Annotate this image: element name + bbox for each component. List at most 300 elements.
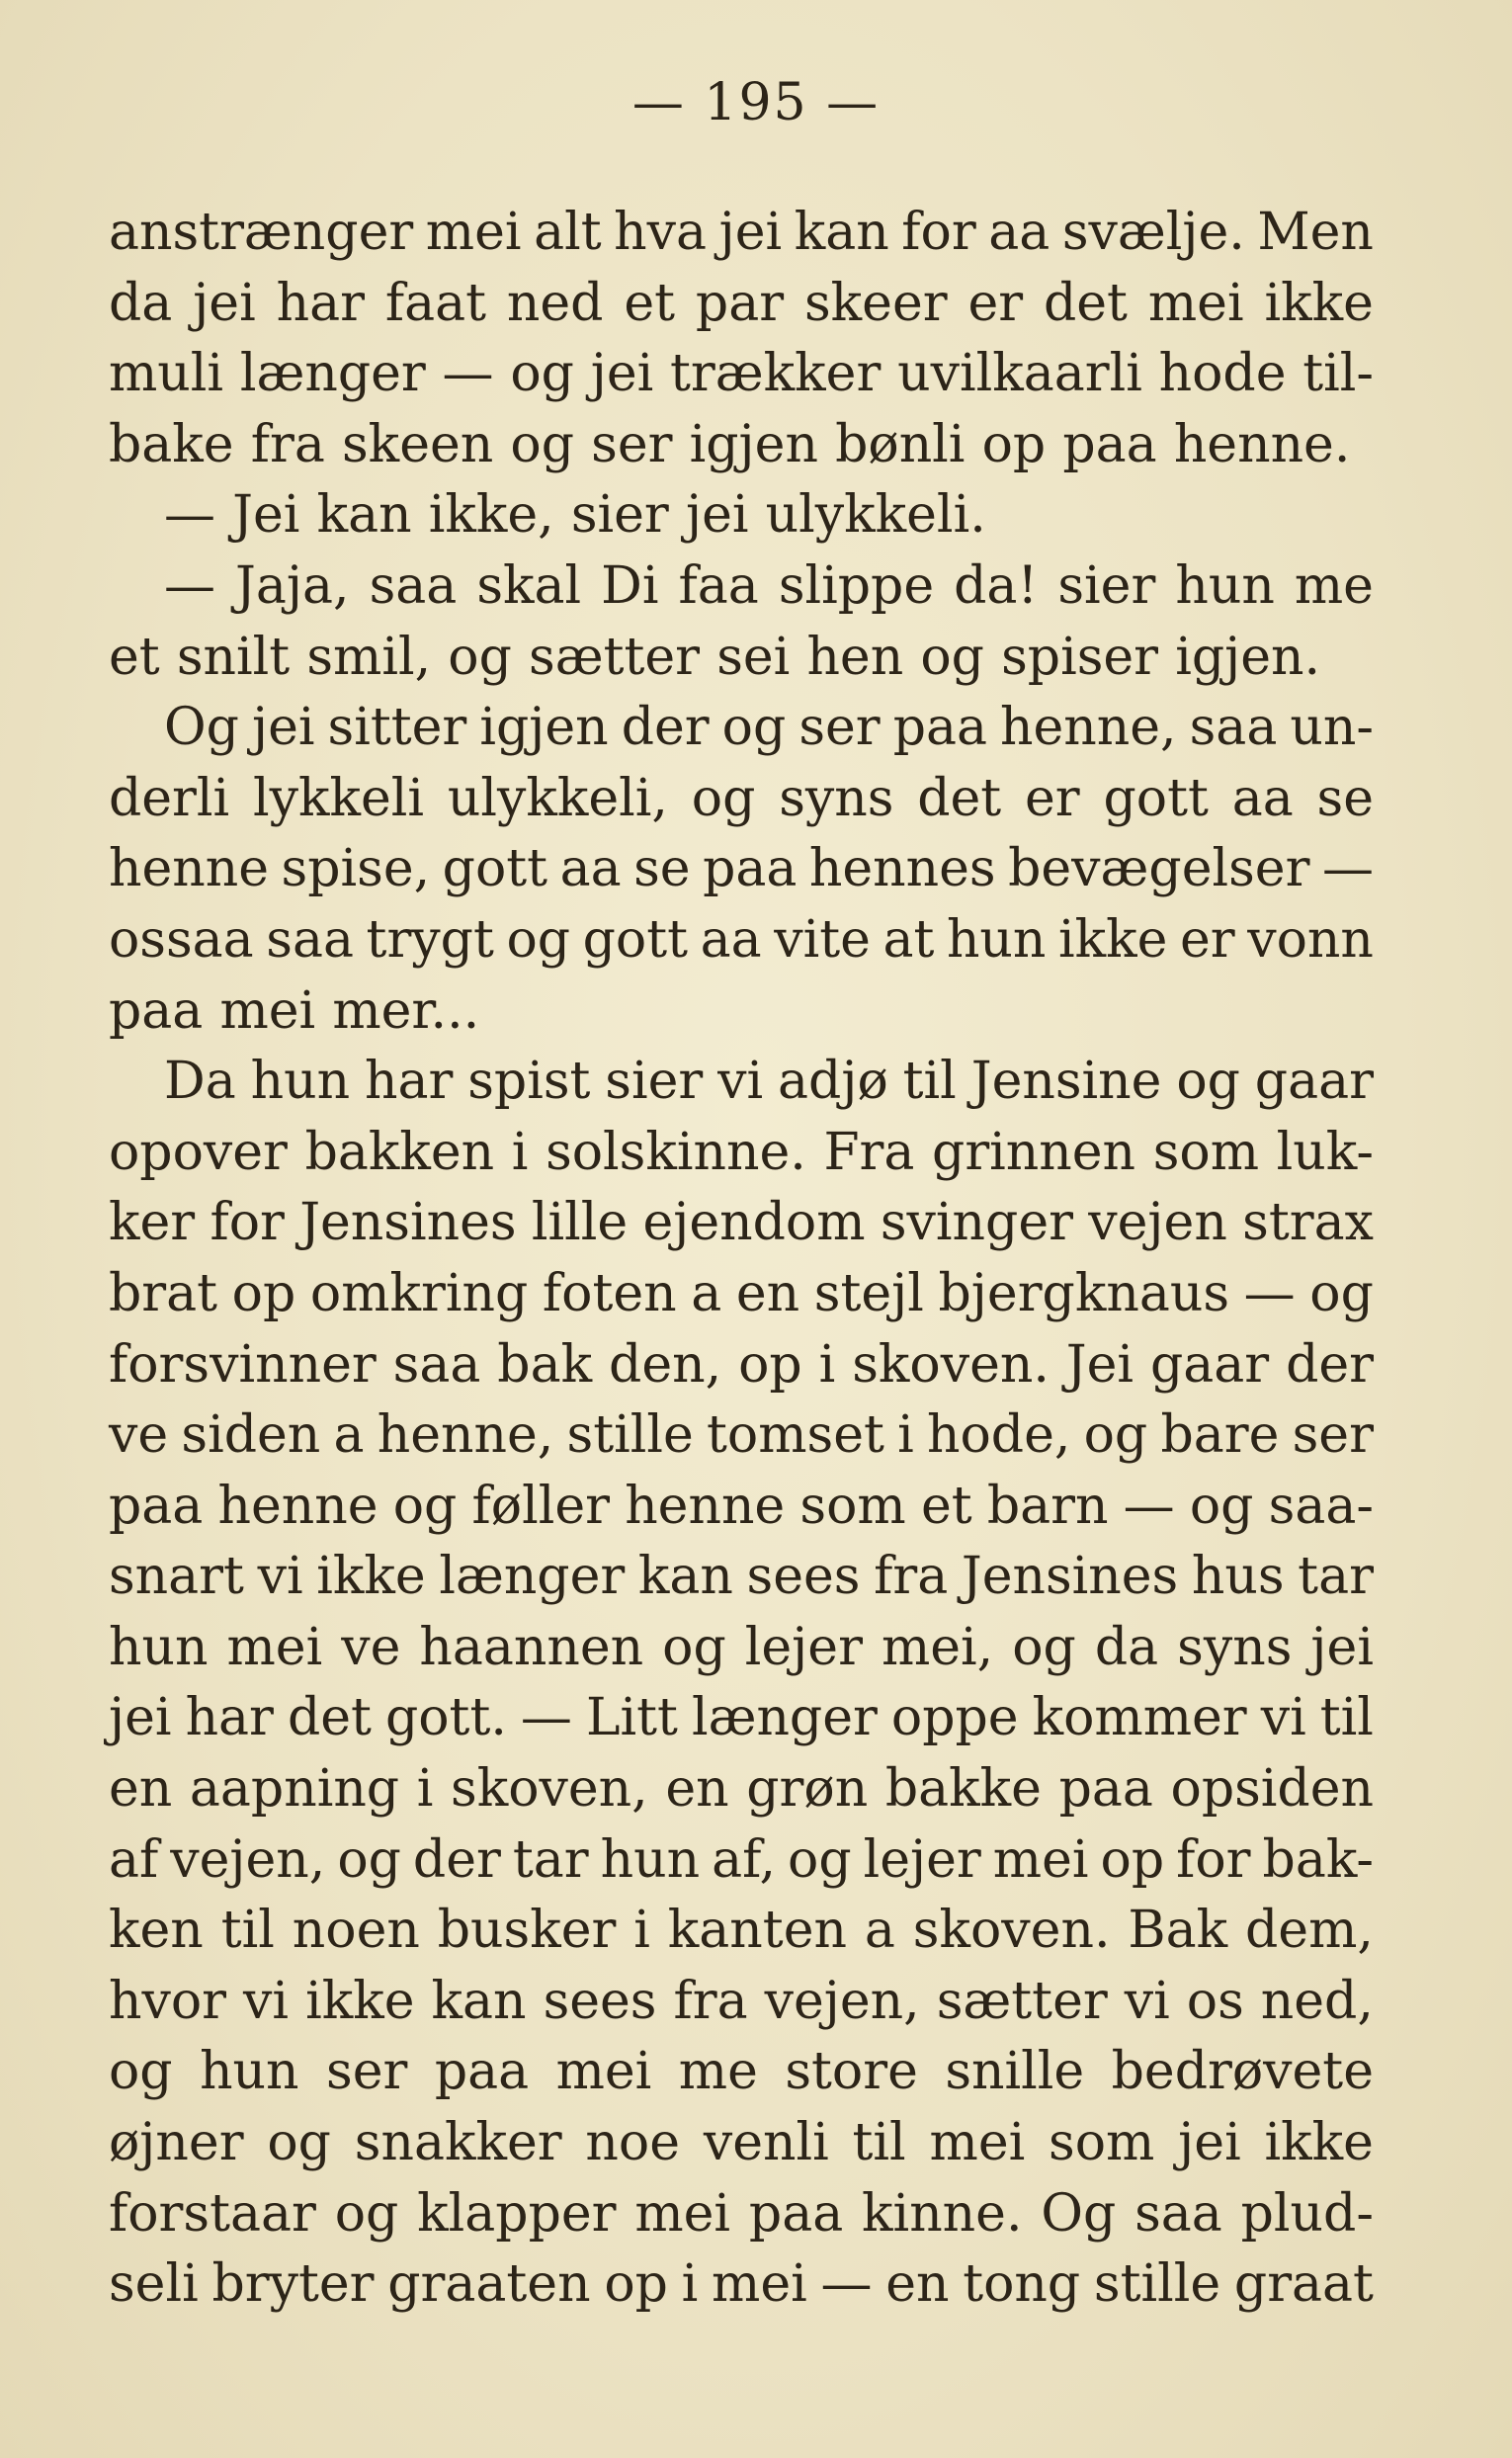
word: trækker xyxy=(670,344,882,404)
word: til xyxy=(220,1901,275,1961)
text-line xyxy=(109,1542,1374,1613)
word: seli xyxy=(109,2254,199,2315)
word: kanten xyxy=(667,1901,847,1961)
word: som xyxy=(1152,1122,1260,1182)
word: mei xyxy=(226,1617,323,1677)
word: dem, xyxy=(1245,1901,1374,1961)
word: a xyxy=(864,1901,895,1961)
word: — xyxy=(1243,1263,1296,1323)
word: hvor xyxy=(109,1971,227,2031)
word: op xyxy=(981,414,1047,474)
word: som xyxy=(1049,2113,1155,2173)
word: bak- xyxy=(1262,1829,1374,1890)
word: se xyxy=(633,839,691,899)
word: klapper xyxy=(417,2183,617,2244)
word: Og xyxy=(1041,2183,1117,2244)
word: ve xyxy=(109,1405,169,1466)
word: aa xyxy=(700,909,762,970)
word: da! xyxy=(954,555,1039,616)
word: vi xyxy=(257,1547,303,1607)
word: kinne. xyxy=(862,2183,1023,2244)
word: mei, xyxy=(881,1617,994,1677)
word: svinger xyxy=(880,1193,1073,1253)
word: stille xyxy=(566,1405,694,1466)
word: vi xyxy=(717,1052,764,1112)
word: opsiden xyxy=(1170,1759,1374,1820)
word: i xyxy=(818,1334,836,1395)
word: den, xyxy=(609,1334,722,1395)
word: er xyxy=(967,273,1024,333)
word: syns xyxy=(1177,1617,1293,1677)
word: tong xyxy=(963,2254,1081,2315)
text-line xyxy=(109,623,1374,694)
text-line xyxy=(109,551,1374,623)
word: ikke xyxy=(316,1547,426,1607)
word: henne xyxy=(217,1476,378,1536)
word: un- xyxy=(1290,698,1374,758)
word: gaar xyxy=(1254,1052,1374,1112)
word: aa xyxy=(988,203,1050,262)
word: — xyxy=(442,344,494,404)
word: solskinne. xyxy=(546,1122,806,1182)
word: skeer xyxy=(803,273,948,333)
word: kommer xyxy=(1032,1688,1247,1748)
word: opover xyxy=(109,1122,288,1182)
word: ned xyxy=(506,273,604,333)
word: tomset xyxy=(707,1405,884,1466)
word: jei xyxy=(193,273,256,333)
text-line xyxy=(109,1188,1374,1259)
word: aa xyxy=(559,839,622,899)
word: og xyxy=(1309,1263,1374,1323)
word: se xyxy=(1316,768,1374,828)
word: Jensines xyxy=(299,1193,517,1253)
word: hun xyxy=(200,2042,299,2102)
word: længer xyxy=(691,1688,878,1748)
word: og xyxy=(1189,1476,1254,1536)
word: igjen xyxy=(689,414,818,474)
word: jei xyxy=(251,698,315,758)
word: — xyxy=(1321,839,1374,899)
word: Jei xyxy=(1065,1334,1134,1395)
word: hun xyxy=(109,1617,209,1677)
word: mei xyxy=(929,2113,1026,2173)
text-line xyxy=(109,1400,1374,1472)
word: der xyxy=(621,698,710,758)
word: hun xyxy=(1175,555,1275,616)
word: og xyxy=(334,2183,399,2244)
word: faa xyxy=(678,555,759,616)
word: skoven. xyxy=(912,1901,1111,1961)
word: hun xyxy=(600,1829,701,1890)
word: bønli xyxy=(835,414,966,474)
word: og xyxy=(506,909,571,970)
word: et xyxy=(624,273,676,333)
word: gott. xyxy=(384,1688,507,1748)
word: og xyxy=(920,627,984,687)
word: muli xyxy=(109,344,224,404)
word: spise, xyxy=(281,839,431,899)
word: føller xyxy=(471,1476,610,1536)
word: har xyxy=(364,1052,454,1112)
word: jei xyxy=(685,485,749,546)
word: Da xyxy=(164,1052,236,1112)
word: sei xyxy=(716,627,791,687)
word: tar xyxy=(512,1829,589,1890)
word: sier xyxy=(570,485,669,546)
text-line xyxy=(109,1683,1374,1754)
word: det xyxy=(917,768,1002,828)
word: op xyxy=(1100,1829,1165,1890)
word: aapning xyxy=(189,1759,400,1820)
word: paa xyxy=(892,698,987,758)
word: hun xyxy=(250,1052,351,1112)
word: jei xyxy=(1310,1617,1374,1677)
text-line xyxy=(109,1896,1374,1967)
word: ser xyxy=(591,414,673,474)
word: a xyxy=(333,1405,365,1466)
word: ossaa xyxy=(109,909,254,970)
word: jei xyxy=(718,203,783,262)
word: grinnen xyxy=(932,1122,1136,1182)
word: barn xyxy=(986,1476,1109,1536)
word: paa xyxy=(1062,414,1157,474)
word: paa xyxy=(1058,1759,1153,1820)
word: jei xyxy=(1178,2113,1241,2173)
word: busker xyxy=(437,1901,617,1961)
word: Litt xyxy=(585,1688,678,1748)
word: skal xyxy=(476,555,582,616)
word: kan xyxy=(316,485,412,546)
word: ulykkeli, xyxy=(447,768,668,828)
word: lykkeli xyxy=(253,768,425,828)
word: Og xyxy=(164,698,239,758)
body-text xyxy=(109,198,1374,2321)
text-line xyxy=(109,764,1374,835)
word: spist xyxy=(467,1052,591,1112)
word: der xyxy=(1286,1334,1374,1395)
word: mei xyxy=(425,203,522,262)
word: — xyxy=(520,1688,572,1748)
word: paa xyxy=(748,2183,844,2244)
word: fra xyxy=(250,414,325,474)
text-line xyxy=(109,2037,1374,2108)
word: paa xyxy=(109,980,204,1041)
word: bake xyxy=(109,414,234,474)
word: i xyxy=(633,1901,650,1961)
word: graaten xyxy=(387,2254,591,2315)
word: og xyxy=(510,344,574,404)
word: hva xyxy=(614,203,708,262)
text-line xyxy=(109,693,1374,764)
word: til xyxy=(902,1052,957,1112)
word: saa xyxy=(369,555,458,616)
word: en xyxy=(735,1263,800,1323)
text-line xyxy=(109,1118,1374,1189)
word: a xyxy=(691,1263,722,1323)
word: mei xyxy=(712,2254,807,2315)
word: sætter xyxy=(529,627,701,687)
word: gott xyxy=(582,909,689,970)
word: saa- xyxy=(1268,1476,1374,1536)
word: hus xyxy=(1191,1547,1285,1607)
word: henne, xyxy=(1000,698,1177,758)
word: der xyxy=(412,1829,501,1890)
word: ikke xyxy=(305,1971,415,2031)
word: paa xyxy=(703,839,798,899)
word: til xyxy=(1319,1688,1374,1748)
word: ikke xyxy=(1264,273,1374,333)
word: mer... xyxy=(332,980,480,1041)
word: og xyxy=(510,414,574,474)
word: op xyxy=(738,1334,802,1395)
word: ser xyxy=(326,2042,408,2102)
word: mei xyxy=(992,1829,1089,1890)
word: i xyxy=(681,2254,699,2315)
text-line xyxy=(109,2179,1374,2250)
word: henne, xyxy=(377,1405,554,1466)
word: plud- xyxy=(1240,2183,1374,2244)
word: os xyxy=(1186,1971,1244,2031)
word: snart xyxy=(109,1547,244,1607)
word: mei xyxy=(555,2042,652,2102)
word: alt xyxy=(534,203,602,262)
word: noe xyxy=(585,2113,680,2173)
word: gott xyxy=(442,839,548,899)
word: skoven, xyxy=(451,1759,648,1820)
text-line xyxy=(109,1613,1374,1684)
word: Jensine xyxy=(970,1052,1162,1112)
word: — xyxy=(164,485,215,546)
word: henne. xyxy=(1173,414,1351,474)
word: længer xyxy=(439,1547,626,1607)
word: me xyxy=(678,2042,758,2102)
word: fra xyxy=(673,1971,748,2031)
word: i xyxy=(416,1759,434,1820)
word: gott xyxy=(1103,768,1209,828)
word: ikke, xyxy=(428,485,554,546)
text-line xyxy=(109,1259,1374,1330)
word: luk- xyxy=(1276,1122,1374,1182)
word: bakken xyxy=(304,1122,495,1182)
word: jei xyxy=(109,1688,172,1748)
word: brat xyxy=(109,1263,218,1323)
text-line xyxy=(109,339,1374,410)
word: ker xyxy=(109,1193,196,1253)
text-line xyxy=(109,1967,1374,2038)
word: det xyxy=(287,1688,372,1748)
word: graat xyxy=(1233,2254,1374,2315)
word: Fra xyxy=(823,1122,915,1182)
word: for xyxy=(1176,1829,1251,1890)
word: hode, xyxy=(927,1405,1071,1466)
word: smil, xyxy=(306,627,432,687)
text-line xyxy=(109,834,1374,905)
text-line xyxy=(109,1825,1374,1897)
word: trygt xyxy=(366,909,494,970)
word: vite xyxy=(774,909,871,970)
word: en xyxy=(665,1759,729,1820)
text-line xyxy=(109,480,1374,551)
word: vejen, xyxy=(764,1971,920,2031)
word: da xyxy=(1094,1617,1159,1677)
word: hen xyxy=(806,627,904,687)
word: ve xyxy=(341,1617,401,1677)
word: bare xyxy=(1160,1405,1280,1466)
word: af xyxy=(109,1829,159,1890)
word: omkring xyxy=(309,1263,529,1323)
word: mei xyxy=(219,980,316,1041)
word: af, xyxy=(712,1829,777,1890)
word: — xyxy=(1123,1476,1175,1536)
word: i xyxy=(897,1405,914,1466)
word: Di xyxy=(601,555,659,616)
word: skoven. xyxy=(852,1334,1050,1395)
word: bjergknaus xyxy=(938,1263,1230,1323)
word: ikke xyxy=(1264,2113,1374,2173)
word: sitter xyxy=(327,698,467,758)
word: — xyxy=(820,2254,873,2315)
word: hode xyxy=(1158,344,1287,404)
word: me xyxy=(1294,555,1374,616)
word: derli xyxy=(109,768,230,828)
word: bryter xyxy=(211,2254,375,2315)
word: og xyxy=(691,768,756,828)
word: har xyxy=(276,273,365,333)
word: et xyxy=(920,1476,972,1536)
word: anstrænger xyxy=(109,203,414,262)
word: snakker xyxy=(354,2113,562,2173)
word: ned, xyxy=(1260,1971,1374,2031)
word: hun xyxy=(946,909,1047,970)
word: op xyxy=(231,1263,296,1323)
word: bakke xyxy=(884,1759,1042,1820)
text-line xyxy=(109,2108,1374,2179)
word: hennes xyxy=(808,839,996,899)
word: sier xyxy=(1057,555,1156,616)
word: henne xyxy=(625,1476,786,1536)
word: ser xyxy=(1292,1405,1374,1466)
word: saa xyxy=(1134,2183,1222,2244)
word: fra xyxy=(874,1547,949,1607)
word: ikke xyxy=(1058,909,1168,970)
word: igjen xyxy=(479,698,609,758)
word: forsvinner xyxy=(109,1334,377,1395)
word: tar xyxy=(1298,1547,1374,1607)
word: Men xyxy=(1257,203,1374,262)
word: vi xyxy=(1124,1971,1170,2031)
word: forstaar xyxy=(109,2183,316,2244)
word: uvilkaarli xyxy=(897,344,1142,404)
word: aa xyxy=(1231,768,1294,828)
word: at xyxy=(882,909,935,970)
word: har xyxy=(185,1688,274,1748)
word: mei xyxy=(1147,273,1244,333)
word: faat xyxy=(384,273,487,333)
word: en xyxy=(885,2254,950,2315)
word: jei xyxy=(590,344,654,404)
word: snilt xyxy=(176,627,291,687)
word: spiser xyxy=(1001,627,1159,687)
word: par xyxy=(695,273,785,333)
word: foten xyxy=(542,1263,677,1323)
word: saa xyxy=(1189,698,1278,758)
word: svælje. xyxy=(1061,203,1245,262)
word: og xyxy=(721,698,787,758)
word: og xyxy=(1176,1052,1240,1112)
word: og xyxy=(1012,1617,1076,1677)
word: og xyxy=(662,1617,726,1677)
word: lejer xyxy=(863,1829,981,1890)
word: skeen xyxy=(342,414,494,474)
word: venli xyxy=(703,2113,829,2173)
word: ser xyxy=(798,698,881,758)
text-line xyxy=(109,269,1374,340)
word: siden xyxy=(181,1405,321,1466)
word: strax xyxy=(1242,1193,1374,1253)
word: det xyxy=(1044,273,1128,333)
text-line xyxy=(109,1472,1374,1543)
word: da xyxy=(109,273,173,333)
word: ejendom xyxy=(642,1193,866,1253)
text-line xyxy=(109,976,1374,1048)
word: lille xyxy=(531,1193,629,1253)
word: øjner xyxy=(109,2113,244,2173)
text-line xyxy=(109,198,1374,269)
word: henne xyxy=(109,839,270,899)
word: Jei xyxy=(232,485,300,546)
word: vi xyxy=(1260,1688,1306,1748)
page-number: — 195 — xyxy=(631,73,881,132)
word: adjø xyxy=(778,1052,888,1112)
word: grøn xyxy=(746,1759,869,1820)
word: og xyxy=(267,2113,331,2173)
word: kan xyxy=(431,1971,527,2031)
word: ken xyxy=(109,1901,204,1961)
text-line xyxy=(109,1754,1374,1825)
word: sier xyxy=(605,1052,704,1112)
word: og xyxy=(788,1829,852,1890)
word: haannen xyxy=(419,1617,644,1677)
word: for xyxy=(210,1193,285,1253)
word: og xyxy=(448,627,512,687)
word: et xyxy=(109,627,160,687)
word: gaar xyxy=(1149,1334,1270,1395)
word: sætter xyxy=(936,1971,1108,2031)
word: kan xyxy=(794,203,889,262)
word: og xyxy=(109,2042,173,2102)
word: en xyxy=(109,1759,173,1820)
word: og xyxy=(392,1476,458,1536)
word: i xyxy=(511,1122,529,1182)
word: lejer xyxy=(744,1617,863,1677)
word: bedrøvete xyxy=(1111,2042,1374,2102)
word: vi xyxy=(243,1971,290,2031)
word: kan xyxy=(637,1547,733,1607)
word: snille xyxy=(945,2042,1085,2102)
word: oppe xyxy=(890,1688,1019,1748)
word: sees xyxy=(746,1547,861,1607)
word: vonn xyxy=(1247,909,1374,970)
text-line xyxy=(109,2249,1374,2321)
word: op xyxy=(604,2254,668,2315)
word: noen xyxy=(292,1901,420,1961)
word: bevægelser xyxy=(1008,839,1310,899)
word: vejen, xyxy=(170,1829,326,1890)
word: stille xyxy=(1093,2254,1221,2315)
word: og xyxy=(337,1829,401,1890)
word: vejen xyxy=(1088,1193,1227,1253)
